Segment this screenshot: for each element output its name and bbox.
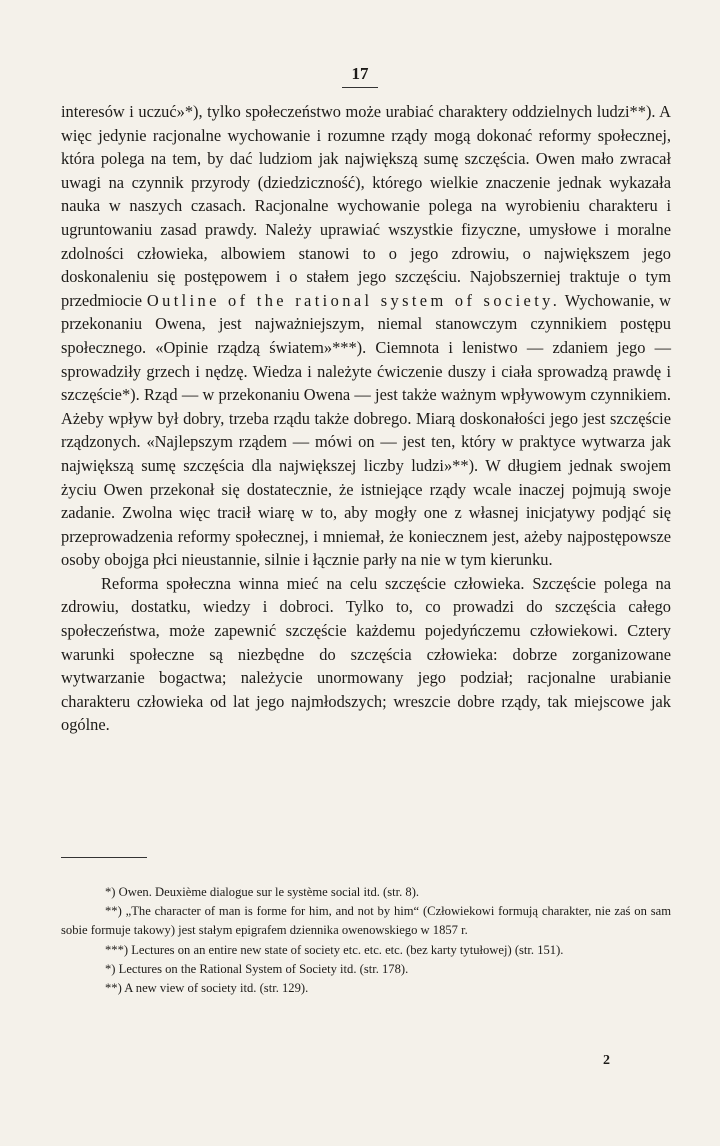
footnotes <box>61 883 671 998</box>
footnote-2: **) „The character of man is forme for him, and not by him“ (Człowiekowi formują charakter, nie zaś on sam sobie formuje takowy) jest stałym epigrafem dziennika owenowskiego w 1857 r. <box>61 904 671 938</box>
paragraph-2: Reforma społeczna winna mieć na celu szczęście człowieka. Szczęście polega na zdrowiu, dostatku, wiedzy i dobroci. Tylko to, co prowadzi do szczęścia całego społeczeństwa, może zapewnić szczęście każdemu pojedyńczemu człowiekowi. Cztery warunki społeczne są niezbędne do szczęścia człowieka: dobrze zorganizowane wytwarzanie bogactwa; należycie unormowany jego podział; racjonalne urabianie charakteru człowieka od lat jego najmłodszych; wreszcie dobre rządy, tak miejscowe jak ogólne. <box>61 573 671 735</box>
paragraph-1 <box>61 100 671 572</box>
footnote-4: *) Lectures on the Rational System of Society itd. (str. 178). <box>105 961 409 976</box>
page-number <box>0 64 720 88</box>
main-text <box>61 100 671 737</box>
paragraph-1-part-a: interesów i uczuć»*), tylko społeczeństwo może urabiać charaktery oddzielnych ludzi**). A więc jedynie racjonalne wychowanie i rozumne rządy mogą dokonać reformy społecznej, która polega na tem, by dać ludziom jak największą sumę szczęścia. Owen mało zwracał uwagi na czynnik przyrody (dziedziczność), którego wielkie znaczenie jednak wykazała nauka w naszych czasach. Racjonalne wychowanie polega na wyrobieniu charakteru i ugruntowaniu zasad prawdy. Należy uprawiać wszystkie fizyczne, umysłowe i moralne zdolności człowieka, albowiem stanowi to o jego zdrowiu, o największem jego doskonaleniu się postępowem i o stałem jego szczęściu. Najobszerniej traktuje o tym przedmiocie <box>61 102 671 310</box>
paragraph-1-part-b: Wychowanie, w przekonaniu Owena, jest najważniejszym, niemal stanowczym czynnikiem postępu społecznego. «Opinie rządzą światem»***). Ciemnota i lenistwo — zdaniem jego — sprowadziły grzech i nędzę. Wiedza i należyte ćwiczenie duszy i ciała sprowadzą prawdę i szczęście*). Rząd — w przekonaniu Owena — jest także ważnym wpływowym czynnikiem. Ażeby wpływ był dobry, trzeba rządu także dobrego. Miarą doskonałości jego jest szczęście rządzonych. «Najlepszym rządem — mówi on — jest ten, który w praktyce wytwarza jak największą sumę szczęścia dla największej liczby ludzi»**). W długiem jednak swojem życiu Owen przekonał się dostatecznie, że istniejące rządy wcale inaczej pojmują swoje zadanie. Zwolna więc tracił wiarę w to, aby mogły one z własnej inicjatywy podjąć się przeprowadzenia reformy społecznej, i mniemał, że koniecznem jest, ażeby najpostępowsze osoby obojga płci nieustannie, silnie i łącznie parły na nie w tym kierunku. <box>61 290 671 570</box>
footnote-5: **) A new view of society itd. (str. 129). <box>105 981 309 996</box>
page-number-underline <box>342 87 378 88</box>
footnote-3: ***) Lectures on an entire new state of society etc. etc. etc. (bez karty tytułowej) (str. 151). <box>105 942 564 957</box>
footnote-divider <box>61 857 147 858</box>
work-title-outline: Outline of the rational system of society. <box>146 290 561 310</box>
page-number-text: 17 <box>351 64 369 83</box>
signature-mark: 2 <box>603 1053 610 1068</box>
footnote-1: *) Owen. Deuxième dialogue sur le système social itd. (str. 8). <box>105 885 420 899</box>
